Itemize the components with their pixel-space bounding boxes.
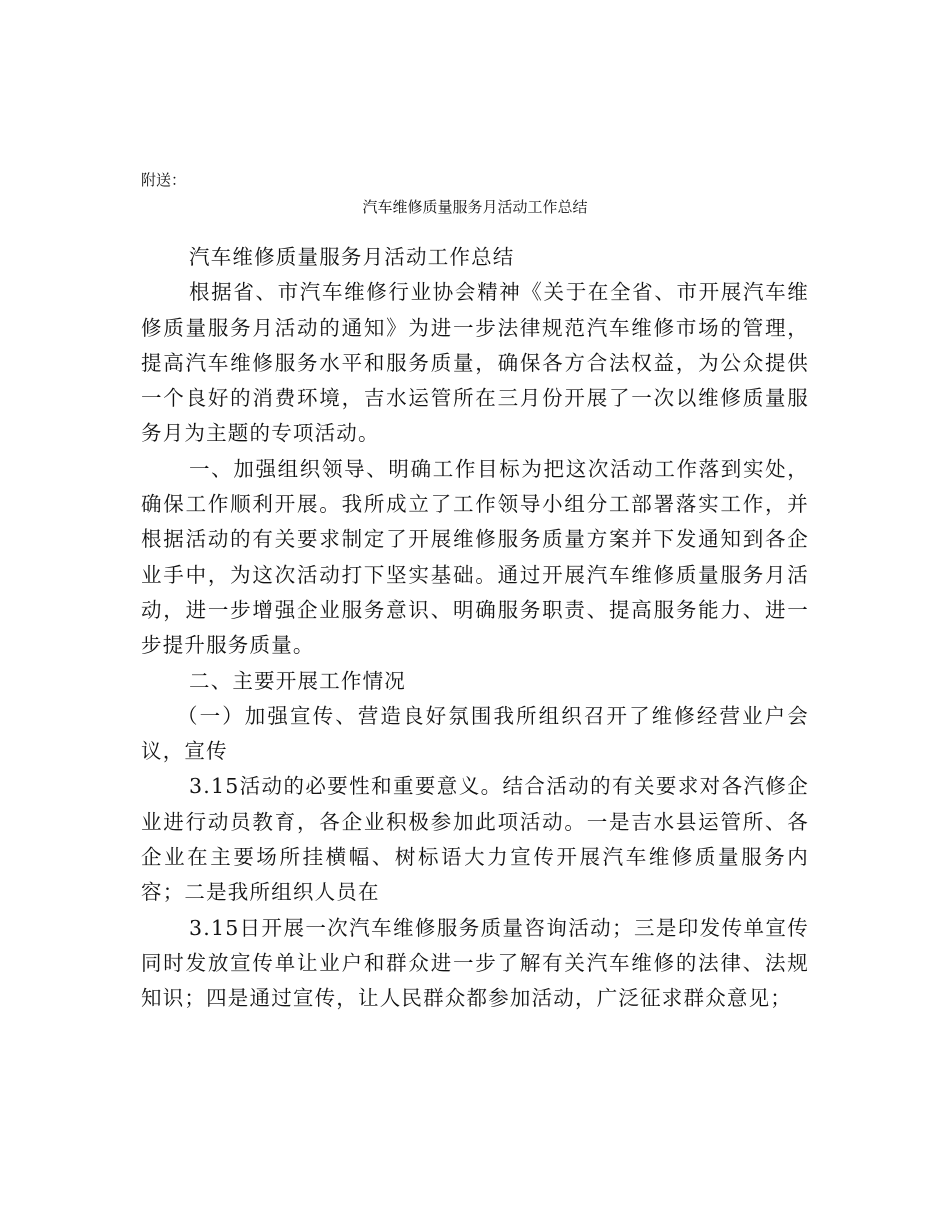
consultation-paragraph: 3.15日开展一次汽车维修服务质量咨询活动；三是印发传单宣传同时发放宣传单让业户和群众进一步了解有关汽车维修的法律、法规知识；四是通过宣传，让人民群众都参加活动，广泛征求群众意见；: [141, 915, 809, 1011]
document-body: [141, 240, 809, 1017]
subsection-one-paragraph: （一）加强宣传、营造良好氛围我所组织召开了维修经营业户会议，宣传: [141, 703, 809, 764]
section-two-heading: 二、主要开展工作情况: [189, 668, 406, 693]
body-title-paragraph: 汽车维修质量服务月活动工作总结: [189, 245, 515, 269]
activity-315-paragraph: 3.15活动的必要性和重要意义。结合活动的有关要求对各汽修企业进行动员教育，各企业积极参加此项活动。一是吉水县运管所、各企业在主要场所挂横幅、树标语大力宣传开展汽车维修质量服务内容；二是我所组织人员在: [141, 774, 809, 905]
intro-paragraph: 根据省、市汽车维修行业协会精神《关于在全省、市开展汽车维修质量服务月活动的通知》为进一步法律规范汽车维修市场的管理，提高汽车维修服务水平和服务质量，确保各方合法权益，为公众提供一个良好的消费环境，吉水运管所在三月份开展了一次以维修质量服务月为主题的专项活动。: [141, 280, 809, 446]
attachment-label: 附送：: [141, 171, 187, 189]
section-one-paragraph: 一、加强组织领导、明确工作目标为把这次活动工作落到实处，确保工作顺利开展。我所成立了工作领导小组分工部署落实工作，并根据活动的有关要求制定了开展维修服务质量方案并下发通知到各企业手中，为这次活动打下坚实基础。通过开展汽车维修质量服务月活动，进一步增强企业服务意识、明确服务职责、提高服务能力、进一步提升服务质量。: [141, 456, 809, 658]
document-header-title: 汽车维修质量服务月活动工作总结: [362, 198, 588, 216]
